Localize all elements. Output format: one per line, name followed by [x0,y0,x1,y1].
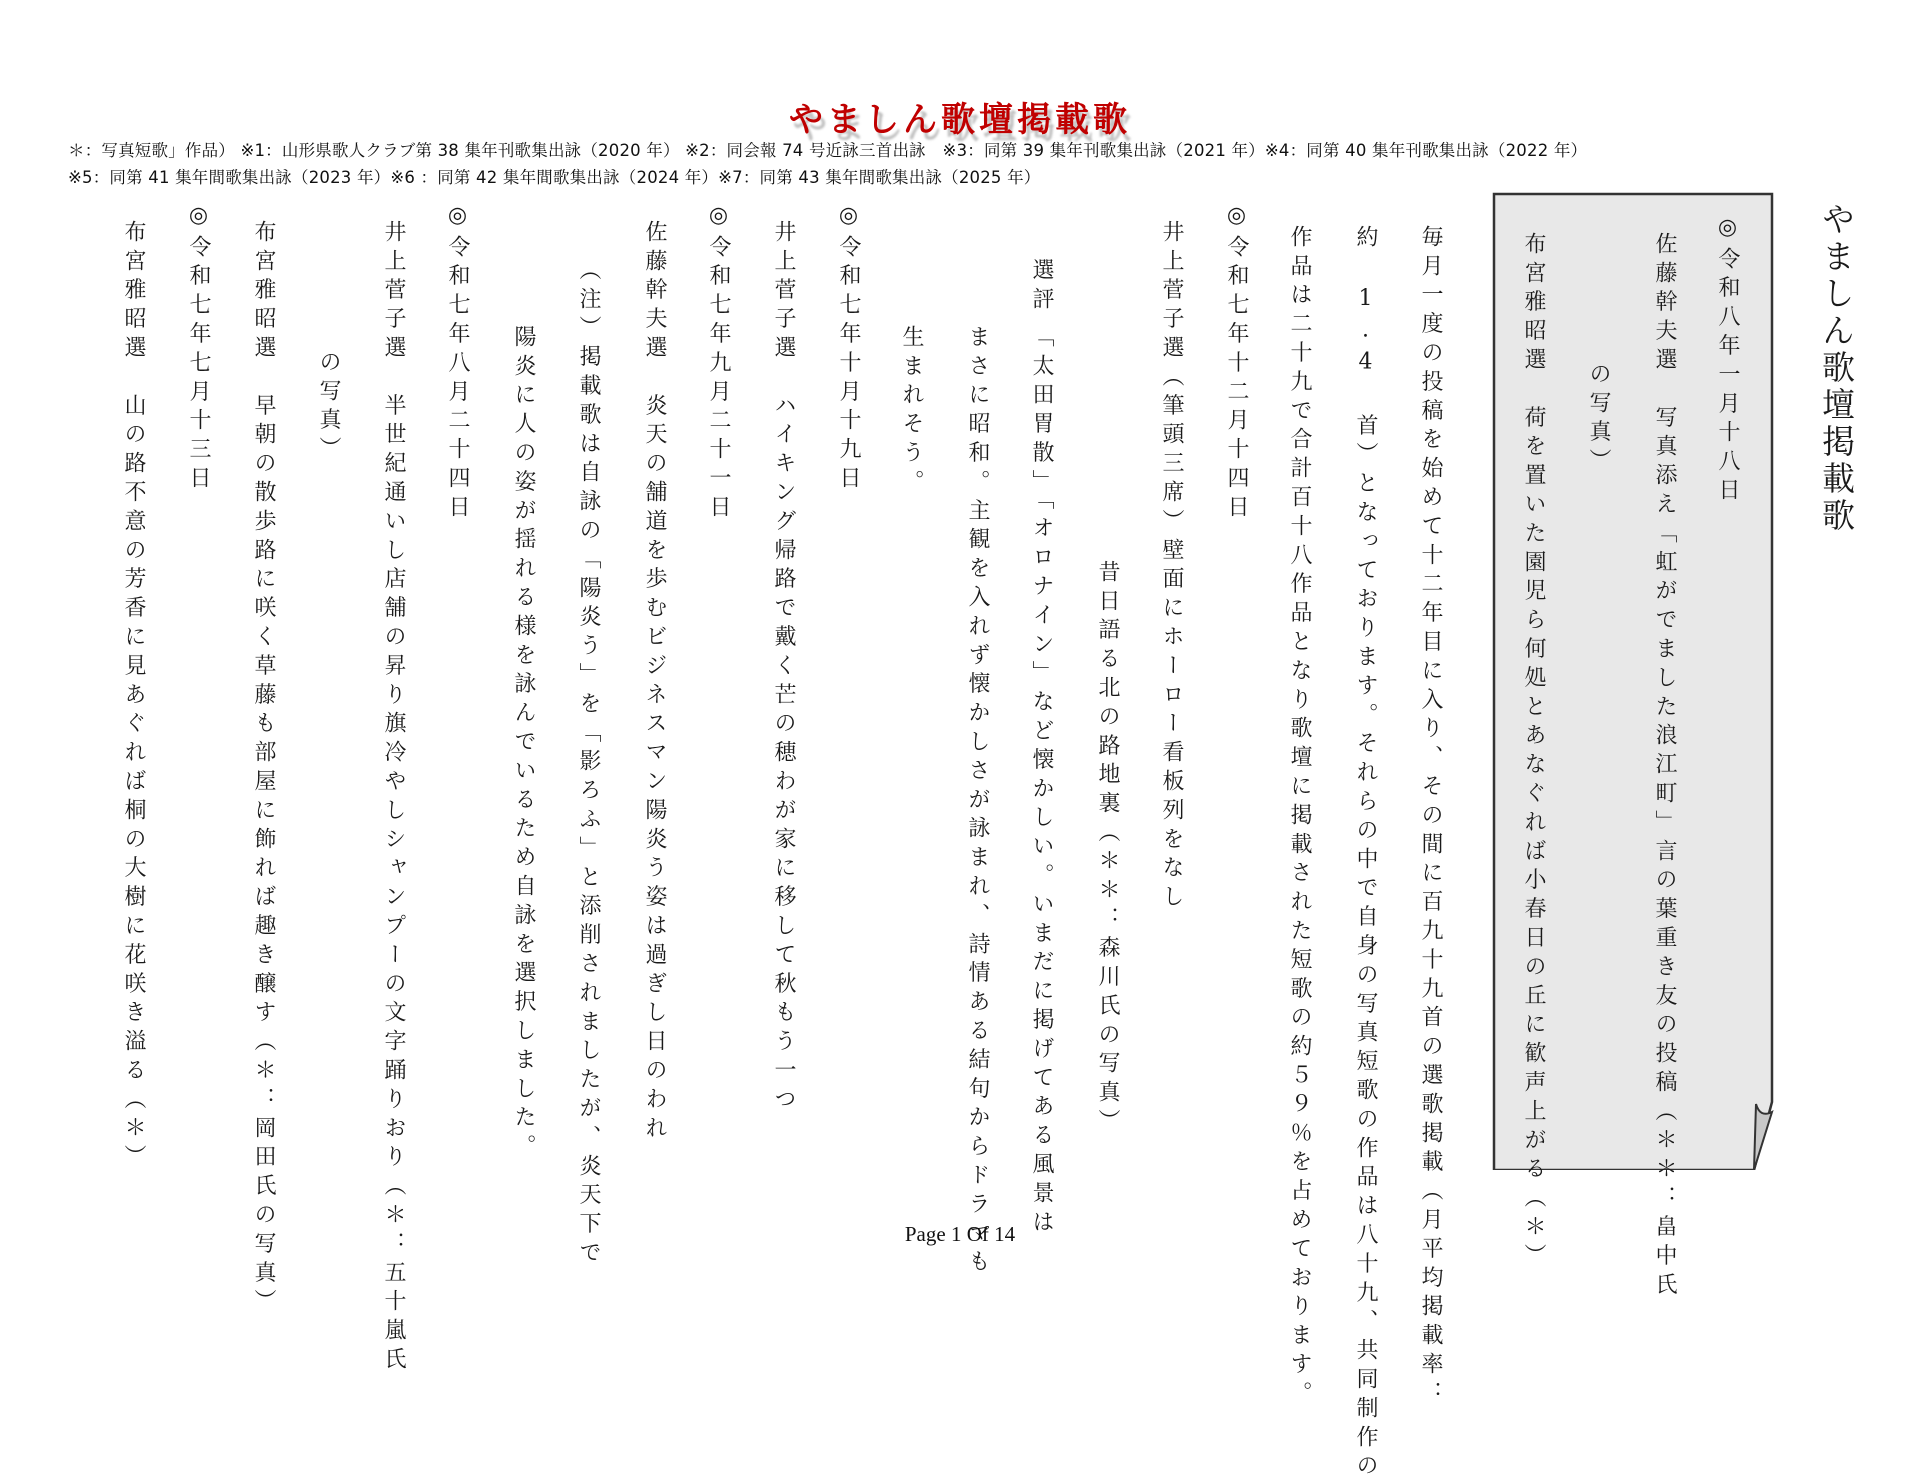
entry-r7-07-13-line-1: 布宮雅昭選 山の路不意の芳香に見あぐれば桐の大樹に花咲き溢る（＊） [121,220,146,1174]
entry-r7-08-24-line-2: の写真） [316,350,341,466]
document-title: やましん歌壇掲載歌 [789,100,1131,140]
entry-date-r7-12-14: ◎令和七年十二月十四日 [1224,203,1249,524]
intro-line-3: 作品は二十九で合計百十八作品となり歌壇に掲載された短歌の約５９％を占めております。 [1287,225,1312,1410]
featured-entry-1-cont: の写真） [1586,362,1611,478]
review-label: 選評 [1029,258,1054,316]
intro-line-1: 毎月一度の投稿を始めて十二年目に入り、その間に百九十九首の選歌掲載（月平均掲載率： [1418,225,1443,1410]
page-heading: やましん歌壇掲載歌 [1817,202,1856,535]
review-line-3: 生まれそう。 [899,325,924,499]
entry-date-r7-10-19: ◎令和七年十月十九日 [836,203,861,495]
page-number: Page 1 Of 14 [904,1222,1016,1246]
featured-entry-2: 布宮雅昭選 荷を置いた園児ら何処とあなぐれば小春日の丘に歓声上がる（＊） [1521,232,1546,1273]
review-line-1: 「太田胃散」「オロナイン」など懐かしい。いまだに掲げてある風景は [1029,325,1054,1239]
entry-date-r7-07-13: ◎令和七年七月十三日 [186,203,211,495]
entry-r7-08-24-line-1: 井上菅子選 半世紀通いし店舗の昇り旗冷やしシャンプーの文字踊りおり（＊：五十嵐氏 [381,220,406,1376]
legend-notes-line-2: ※5：同第 41 集年間歌集出詠（2023 年）※6 ：同第 42 集年間歌集出詠（2024 年）※7：同第 43 集年間歌集出詠（2025 年） [68,168,1041,187]
entry-date-r7-09-21: ◎令和七年九月二十一日 [706,203,731,524]
review-line-2: まさに昭和。主観を入れず懐かしさが詠まれ、詩情ある結句からドラマも [965,325,990,1279]
entry-r7-09-21-note-2: 陽炎に人の姿が揺れる様を詠んでいるため自詠を選択しました。 [511,325,536,1164]
entry-r7-12-14-line-1: 井上菅子選（筆頭三席）壁面にホーロー看板列をなし [1159,220,1184,914]
entry-date-r7-08-24: ◎令和七年八月二十四日 [445,203,470,524]
entry-r7-08-24-line-3: 布宮雅昭選 早朝の散歩路に咲く草藤も部屋に飾れば趣き醸す（＊：岡田氏の写真） [251,220,276,1319]
legend-notes-line-1: ＊：写真短歌」作品） ※1：山形県歌人クラブ第 38 集年刊歌集出詠（2020 年） ※2：同会報 74 号近詠三首出詠 ※3：同第 39 集年刊歌集出詠（2021 年）※4：同第 40 集年刊歌集出詠（2022 年） [68,141,1588,160]
featured-entry-1: 佐藤幹夫選 写真添え「虹がでました浪江町」言の葉重き友の投稿（＊＊：畠中氏 [1652,232,1677,1302]
intro-line-2: 約 1.4 首）となっております。それらの中で自身の写真短歌の作品は八十九、共同制作の [1353,225,1378,1483]
entry-r7-10-19-line-1: 井上菅子選 ハイキング帰路で戴く芒の穂わが家に移して秋もう一つ [771,220,796,1116]
entry-r7-12-14-line-2: 昔日語る北の路地裏（＊＊：森川氏の写真） [1095,560,1120,1138]
entry-r7-09-21-note-1: （注）掲載歌は自詠の「陽炎う」を「影ろふ」と添削されましたが、炎天下で [576,258,601,1270]
entry-r7-09-21-line-1: 佐藤幹夫選 炎天の舗道を歩むビジネスマン陽炎う姿は過ぎし日のわれ [642,220,667,1145]
featured-date: ◎令和八年一月十八日 [1715,215,1740,507]
